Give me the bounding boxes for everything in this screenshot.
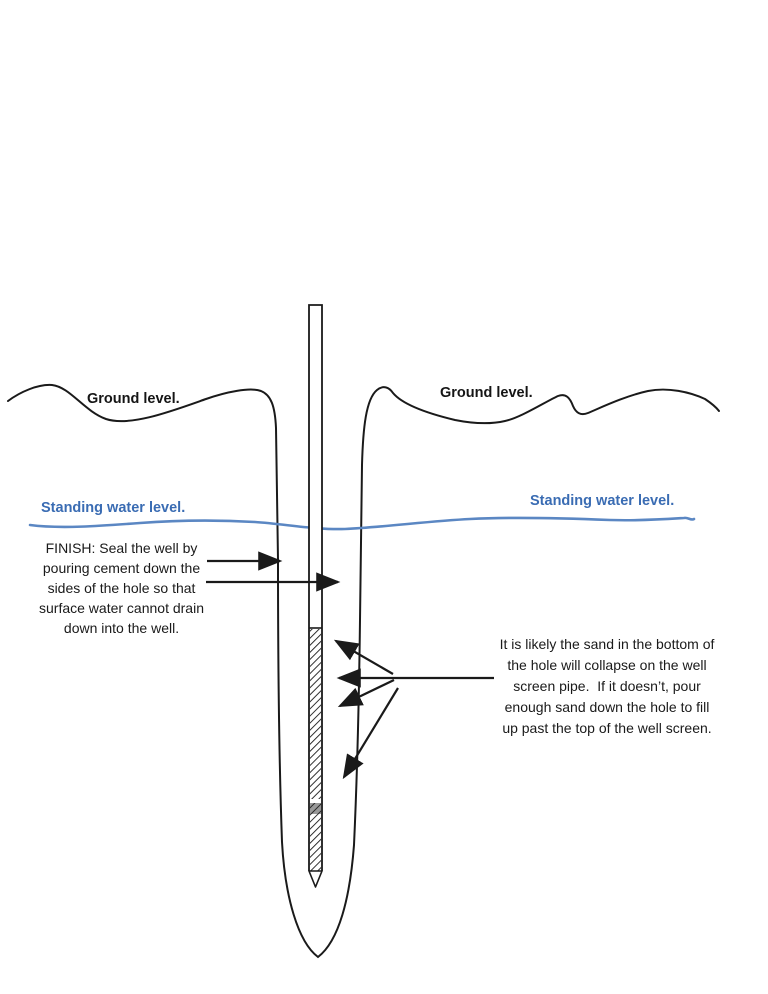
sand-note-line: enough sand down the hole to fill [504,699,710,715]
sand-note-line: the hole will collapse on the well [507,657,707,673]
sand-arrow-lower [340,680,394,706]
sand-note-line: up past the top of the well screen. [502,720,712,736]
standing-water-label-left: Standing water level. [41,500,186,516]
finish-note-line: sides of the hole so that [47,580,196,596]
finish-note-line: surface water cannot drain [39,600,204,616]
finish-note-line: FINISH: Seal the well by [45,540,198,556]
screen-joint-gap [310,799,321,803]
finish-seal-note [33,538,210,638]
screen-dense-band [310,803,321,814]
sand-arrow-upper [336,641,393,674]
pipe-tip [309,871,322,887]
sand-note-line: screen pipe. If it doesn’t, pour [513,678,701,694]
finish-note-line: pouring cement down the [42,560,201,576]
sand-note-line: It is likely the sand in the bottom of [499,636,715,652]
finish-note-line: down into the well. [63,620,180,636]
standing-water-label-right: Standing water level. [530,493,675,509]
well-screen [310,629,321,871]
sand-collapse-note [487,634,727,739]
ground-level-label-right: Ground level. [440,385,533,401]
ground-level-label-left: Ground level. [87,391,180,407]
